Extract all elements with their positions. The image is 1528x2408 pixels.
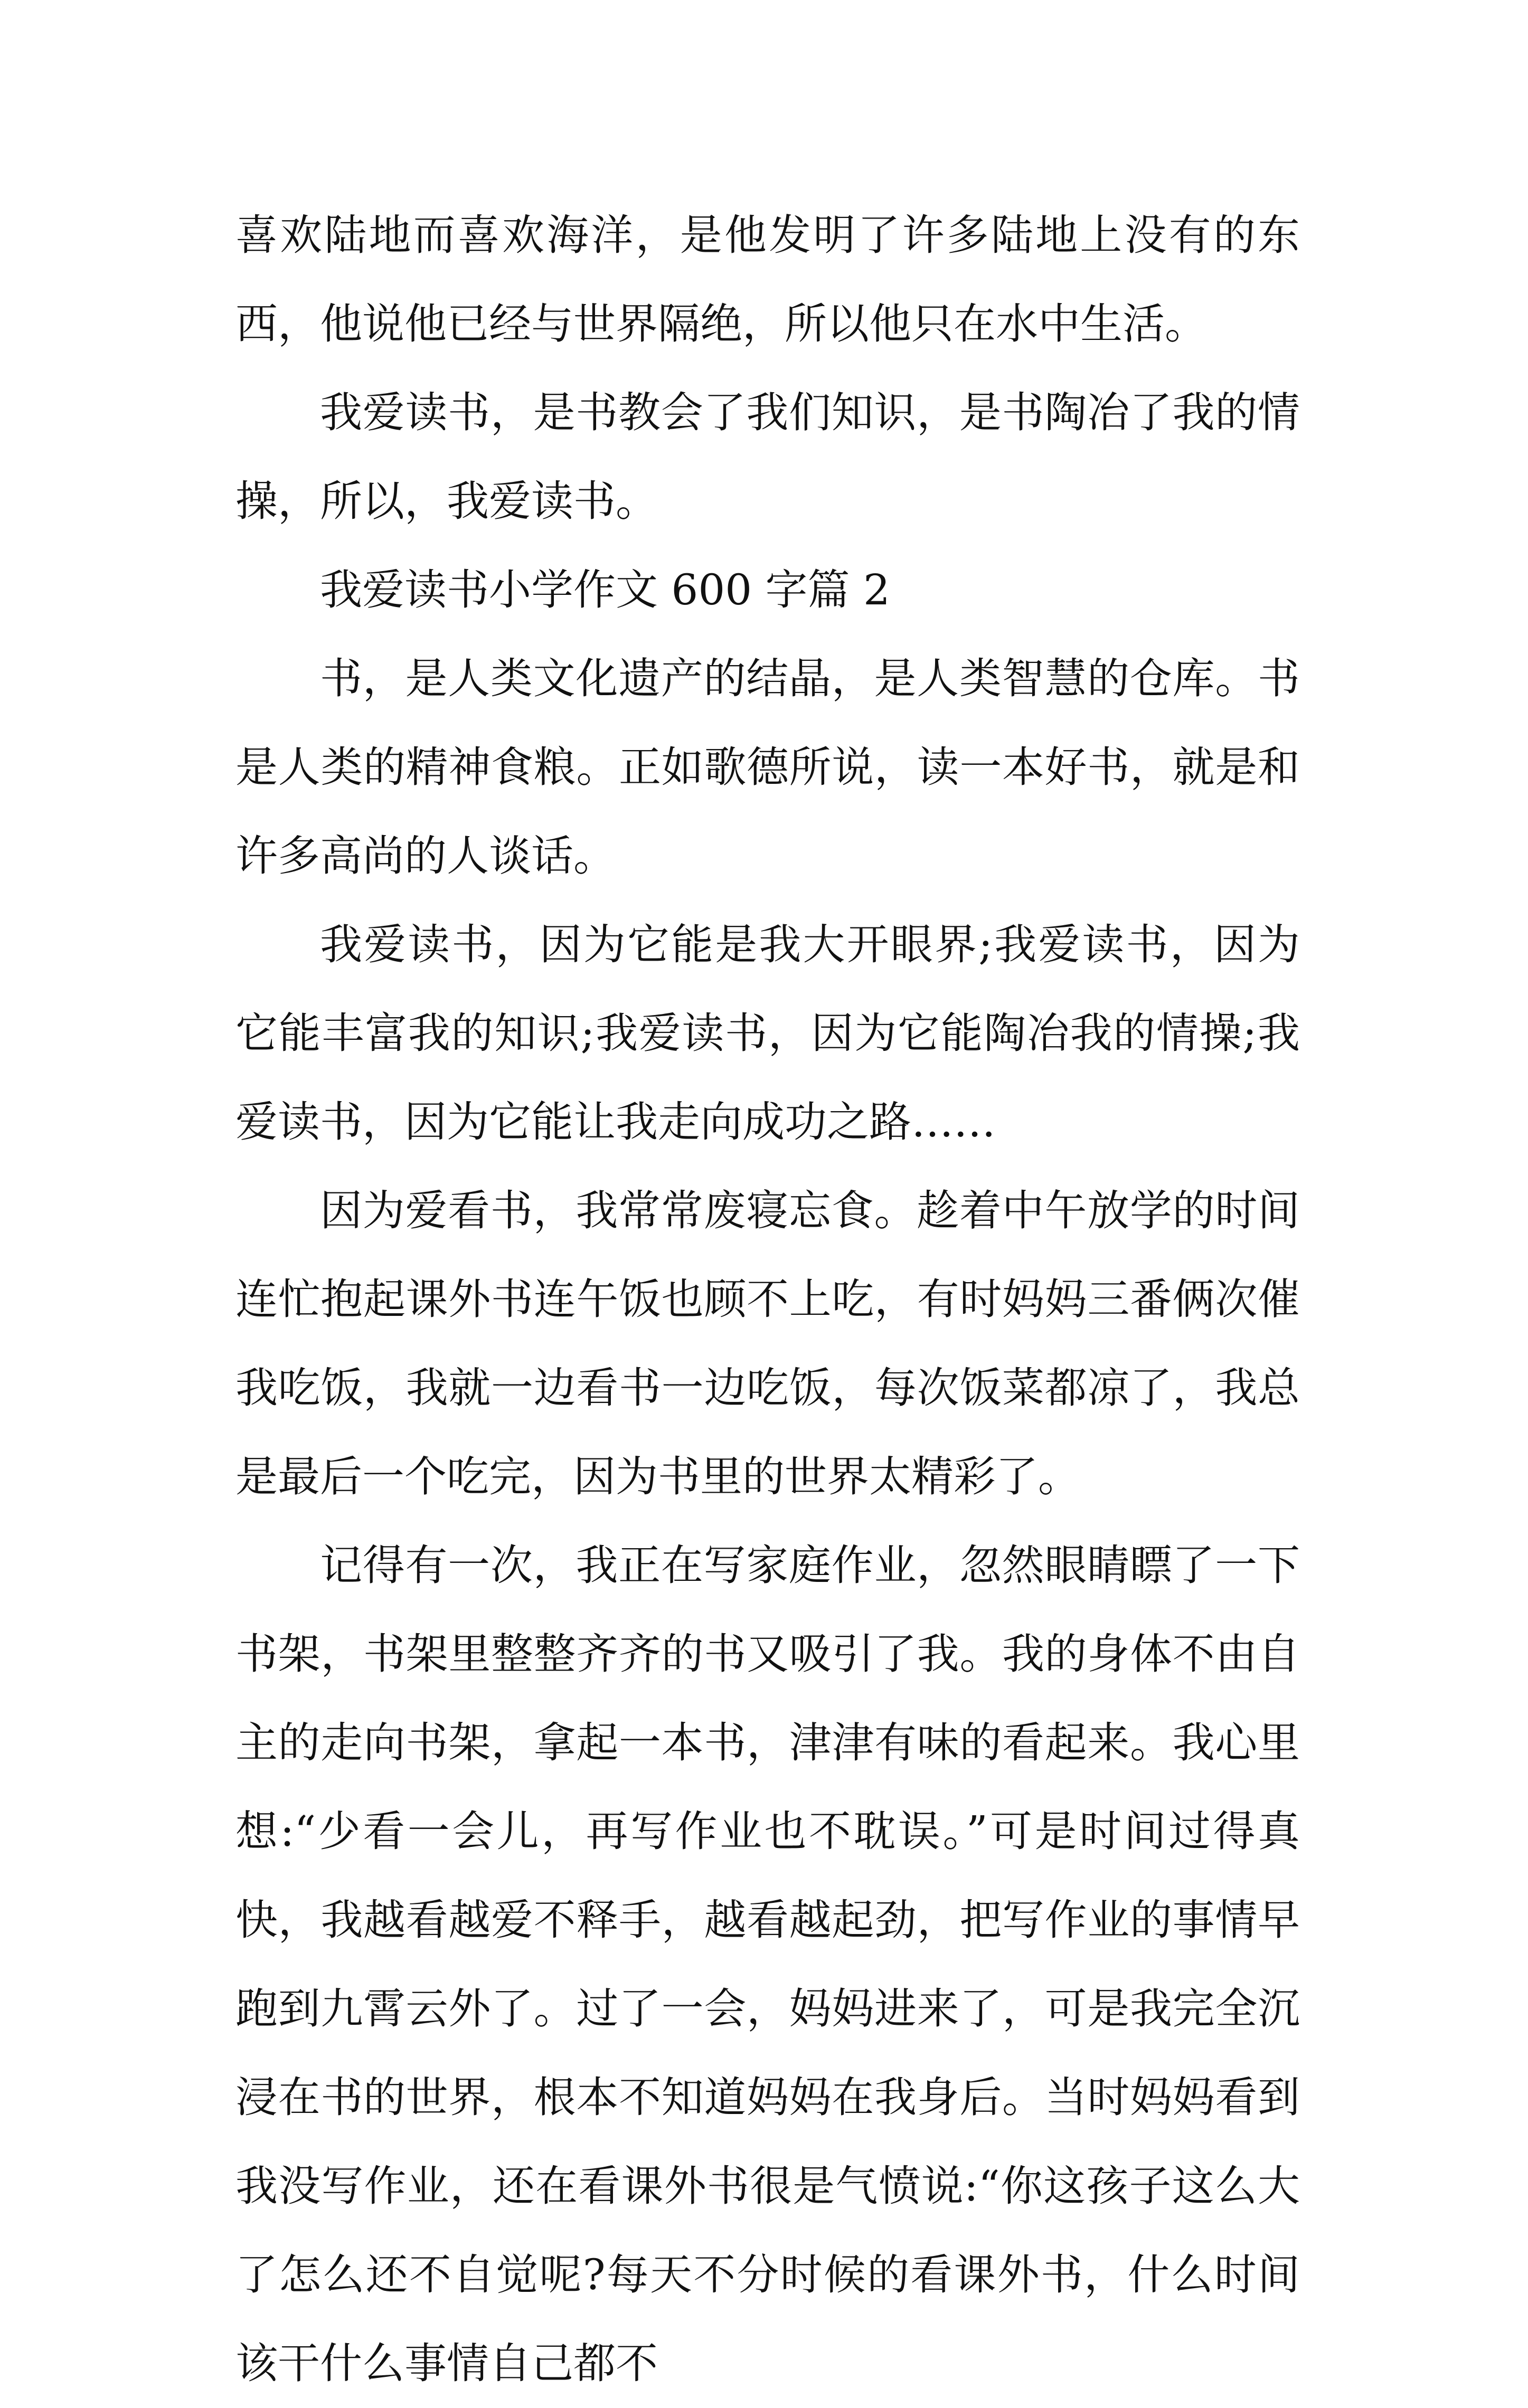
paragraph-conclusion: 我爱读书，是书教会了我们知识，是书陶冶了我的情操，所以，我爱读书。 [235,388,1300,526]
paragraph-habit: 因为爱看书，我常常废寝忘食。趁着中午放学的时间连忙抱起课外书连午饭也顾不上吃，有时妈妈三番俩次催我吃饭，我就一边看书一边吃饭，每次饭菜都凉了，我总是最后一个吃完，因为书里的世界太精彩了。 [235,1186,1300,1501]
paragraph-intro: 书，是人类文化遗产的结晶，是人类智慧的仓库。书是人类的精神食粮。正如歌德所说，读一本好书，就是和许多高尚的人谈话。 [235,654,1300,880]
paragraph-continued: 喜欢陆地而喜欢海洋，是他发明了许多陆地上没有的东西，他说他已经与世界隔绝，所以他只在水中生活。 [235,211,1300,348]
paragraph-reasons: 我爱读书，因为它能是我大开眼界;我爱读书，因为它能丰富我的知识;我爱读书，因为它能陶冶我的情操;我爱读书，因为它能让我走向成功之路…… [235,920,1300,1146]
paragraph-story: 记得有一次，我正在写家庭作业，忽然眼睛瞟了一下书架，书架里整整齐齐的书又吸引了我。我的身体不由自主的走向书架，拿起一本书，津津有味的看起来。我心里想:“少看一会儿，再写作业也不耽误。”可是时间过得真快，我越看越爱不释手，越看越起劲，把写作业的事情早跑到九霄云外了。过了一会，妈妈进来了，可是我完全沉浸在书的世界，根本不知道妈妈在我身后。当时妈妈看到我没写作业，还在看课外书很是气愤说:“你这孩子这么大了怎么还不自觉呢?每天不分时候的看课外书，什么时间该干什么事情自己都不 [235,1541,1300,2388]
document-body [235,191,1300,2408]
essay-title: 我爱读书小学作文 600 字篇 2 [320,565,890,614]
